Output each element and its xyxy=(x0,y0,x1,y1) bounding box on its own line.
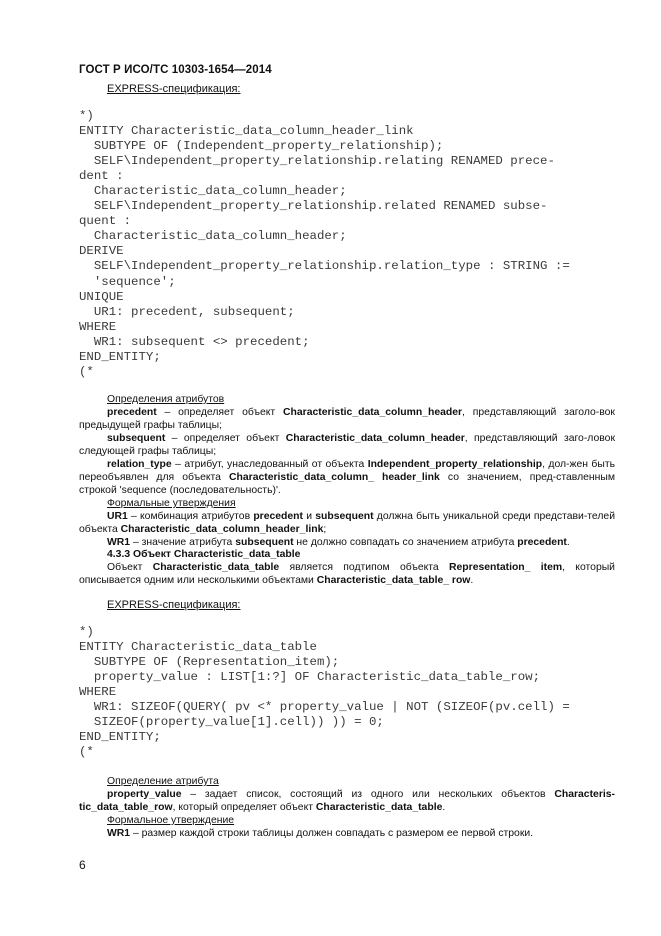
code-line: dent : xyxy=(79,169,124,184)
ur1-attr-1: precedent xyxy=(253,511,303,522)
obj-desc-ref-3: Characteristic_data_table_ row xyxy=(316,575,471,587)
code-line: ENTITY Characteristic_data_column_header_link xyxy=(79,124,414,139)
ur1-text-2: и xyxy=(303,511,316,522)
property-value-definition xyxy=(79,788,615,814)
code-line: END_ENTITY; xyxy=(79,349,161,364)
ur1-text-4: ; xyxy=(323,524,327,536)
property-value-ref-1: Characteris-tic_data_table_row xyxy=(79,789,615,814)
code-line: property_value : LIST[1:?] OF Characteristic_data_table_row; xyxy=(79,670,541,685)
subsequent-definition xyxy=(79,432,615,458)
code-line: WR1: SIZEOF(QUERY( pv <* property_value | NOT (SIZEOF(pv.cell) = xyxy=(79,700,570,715)
precedent-text-2: , представляющий заголо-вок предыдущей графы таблицы; xyxy=(79,407,615,432)
relation-type-text-1: – атрибут, унаследованный от объекта xyxy=(171,459,368,470)
code-line: 'sequence'; xyxy=(79,274,176,289)
subsequent-ref: Characteristic_data_column_header xyxy=(285,433,465,444)
object-description xyxy=(79,561,615,587)
wr1-attr-2: precedent xyxy=(517,537,567,548)
code-line: Characteristic_data_column_header; xyxy=(79,184,347,199)
express-spec-label-2: EXPRESS-спецификация: xyxy=(107,599,241,611)
code-line: UR1: precedent, subsequent; xyxy=(79,304,295,319)
code-line: WR1: subsequent <> precedent; xyxy=(79,334,310,349)
code-line: WHERE xyxy=(79,319,117,334)
attribute-definition-title xyxy=(79,775,615,788)
obj-desc-ref-2: Representation_ item xyxy=(449,562,563,573)
relation-type-ref-2: Characteristic_data_column_ header_link xyxy=(229,472,440,484)
attribute-definitions-title xyxy=(79,393,615,406)
ur1-label: UR1 xyxy=(107,511,128,522)
property-value-text-2: , который определяет объект xyxy=(172,802,316,814)
code-line: SELF\Independent_property_relationship.related RENAMED subse- xyxy=(79,199,548,214)
code-line: UNIQUE xyxy=(79,289,124,304)
code-line: (* xyxy=(79,745,94,760)
relation-type-text-3: со значением, пред-ставленным строкой 'sequence (последовательность)'. xyxy=(79,472,616,497)
precedent-term: precedent xyxy=(107,407,157,418)
ur1-rule xyxy=(79,510,615,536)
page-header: ГОСТ Р ИСО/ТС 10303-1654—2014 xyxy=(79,64,272,76)
code-line: SELF\Independent_property_relationship.relating RENAMED prece- xyxy=(79,154,555,169)
formal-statements-title xyxy=(79,497,615,510)
formal-statement-title-text: Формальное утверждение xyxy=(107,815,235,826)
code-line: *) xyxy=(79,109,94,123)
precedent-ref: Characteristic_data_column_header xyxy=(283,407,463,418)
wr1-text-2-1: – размер каждой строки таблицы должен совпадать с размером ее первой строки. xyxy=(130,828,534,839)
ur1-attr-2: subsequent xyxy=(315,511,374,522)
code-line: SUBTYPE OF (Representation_item); xyxy=(79,655,340,670)
code-line: WHERE xyxy=(79,685,117,700)
obj-desc-text-3: , который описывается одним или несколькими объектами xyxy=(79,562,615,587)
section-heading xyxy=(79,548,615,561)
ur1-ref: Characteristic_data_column_header_link xyxy=(120,524,324,536)
code-line: *) xyxy=(79,625,94,639)
relation-type-term: relation_type xyxy=(107,459,172,470)
code-line: DERIVE xyxy=(79,244,124,259)
wr1-text-3: . xyxy=(566,537,570,548)
wr1-label: WR1 xyxy=(107,537,131,548)
attribute-definitions-title-text: Определения атрибутов xyxy=(107,394,225,405)
obj-desc-text-2: является подтипом объекта xyxy=(279,562,450,573)
obj-desc-text-4: . xyxy=(470,575,474,587)
code-line: Characteristic_data_column_header; xyxy=(79,229,347,244)
wr1-text-1: – значение атрибута xyxy=(130,537,236,548)
page-number: 6 xyxy=(79,858,86,872)
formal-statements-title-text: Формальные утверждения xyxy=(107,498,236,509)
express-code-block-2 xyxy=(79,625,570,760)
code-line: END_ENTITY; xyxy=(79,730,161,745)
subsequent-text-1: – определяет объект xyxy=(165,433,286,444)
wr1-text-2: не должно совпадать со значением атрибута xyxy=(293,537,518,548)
precedent-definition xyxy=(79,406,615,432)
wr1-attr-1: subsequent xyxy=(235,537,294,548)
ur1-text-3: должна быть уникальной среди представи-телей объекта xyxy=(79,511,616,536)
property-value-ref-2: Characteristic_data_table xyxy=(315,802,443,814)
section-heading-text: 4.3.3 Объект Characteristic_data_table xyxy=(107,549,301,560)
relation-type-text-2: , дол-жен быть переобъявлен для объекта xyxy=(79,459,616,484)
ur1-text-1: – комбинация атрибутов xyxy=(127,511,254,522)
code-line: SUBTYPE OF (Independent_property_relationship); xyxy=(79,139,444,154)
subsequent-term: subsequent xyxy=(107,433,166,444)
attribute-definition-title-text: Определение атрибута xyxy=(107,776,219,787)
relation-type-definition xyxy=(79,458,615,497)
code-line: quent : xyxy=(79,214,132,229)
obj-desc-text-1: Объект xyxy=(107,562,153,573)
property-value-term: property_value xyxy=(107,789,182,800)
wr1-label-2: WR1 xyxy=(107,828,131,839)
code-line: (* xyxy=(79,364,94,379)
relation-type-ref-1: Independent_property_relationship xyxy=(367,459,543,470)
code-line: ENTITY Characteristic_data_table xyxy=(79,640,317,655)
code-line: SELF\Independent_property_relationship.relation_type : STRING := xyxy=(79,259,570,274)
subsequent-text-2: , представляющий заго-ловок следующей графы таблицы; xyxy=(79,433,615,458)
code-line: SIZEOF(property_value[1].cell)) )) = 0; xyxy=(79,715,384,730)
express-spec-label: EXPRESS-спецификация: xyxy=(107,83,241,95)
property-value-text-3: . xyxy=(442,802,446,814)
property-value-text-1: – задает список, состоящий из одного или нескольких объектов xyxy=(181,789,555,800)
formal-statement-title xyxy=(79,814,615,827)
express-code-block xyxy=(79,109,570,380)
precedent-text-1: – определяет объект xyxy=(156,407,284,418)
obj-desc-ref-1: Characteristic_data_table xyxy=(152,562,280,573)
wr1-rule-2 xyxy=(79,827,615,840)
